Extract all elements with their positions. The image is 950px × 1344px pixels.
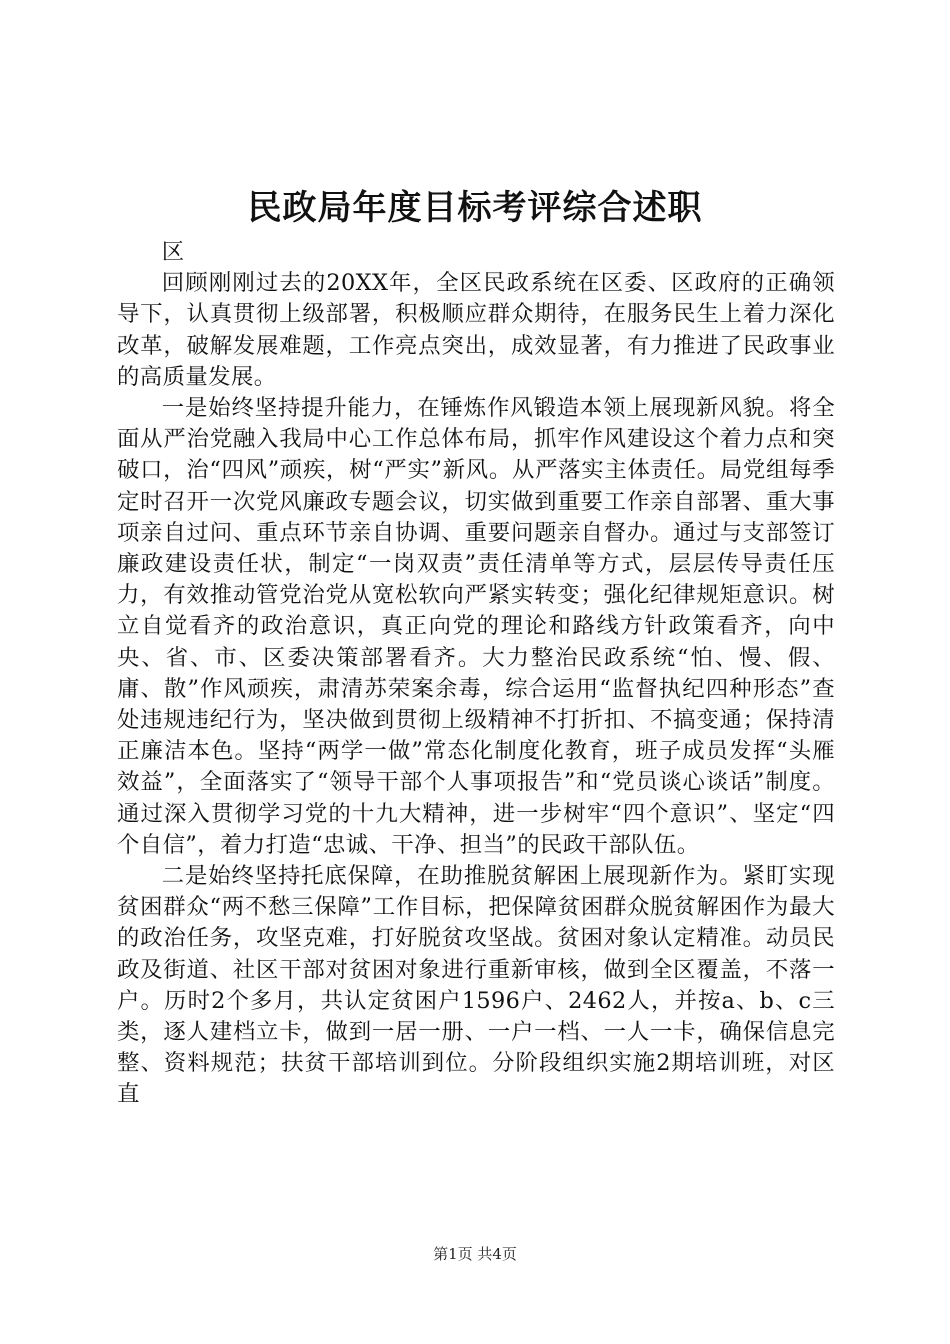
paragraph-4: 二是始终坚持托底保障，在助推脱贫解困上展现新作为。紧盯实现贫困群众“两不愁三保障”工作目标，把保障贫困群众脱贫解困作为最大的政治任务，攻坚克难，打好脱贫攻坚战。贫困对象认定精准。动员民政及街道、社区干部对贫困对象进行重新审核，做到全区覆盖，不落一户。历时2个多月，共认定贫困户1596户、2462人，并按a、b、c三类，逐人建档立卡，做到一居一册、一户一档、一人一卡，确保信息完整、资料规范；扶贫干部培训到位。分阶段组织实施2期培训班，对区直 (117, 863, 835, 1108)
document-body (117, 237, 835, 1111)
paragraph-2: 回顾刚刚过去的20XX年，全区民政系统在区委、区政府的正确领导下，认真贯彻上级部署，积极顺应群众期待，在服务民生上着力深化改革，破解发展难题，工作亮点突出，成效显著，有力推进了民政事业的高质量发展。 (117, 270, 835, 390)
paragraph-1: 区 (161, 239, 185, 265)
paragraph-3: 一是始终坚持提升能力，在锤炼作风锻造本领上展现新风貌。将全面从严治党融入我局中心工作总体布局，抓牢作风建设这个着力点和突破口，治“四风”顽疾，树“严实”新风。从严落实主体责任。局党组每季定时召开一次党风廉政专题会议，切实做到重要工作亲自部署、重大事项亲自过问、重点环节亲自协调、重要问题亲自督办。通过与支部签订廉政建设责任状，制定“一岗双责”责任清单等方式，层层传导责任压力，有效推动管党治党从宽松软向严紧实转变；强化纪律规矩意识。树立自觉看齐的政治意识，真正向党的理论和路线方针政策看齐，向中央、省、市、区委决策部署看齐。大力整治民政系统“怕、慢、假、庸、散”作风顽疾，肃清苏荣案余毒，综合运用“监督执纪四种形态”查处违规违纪行为，坚决做到贯彻上级精神不打折扣、不搞变通；保持清正廉洁本色。坚持“两学一做”常态化制度化教育，班子成员发挥“头雁效益”，全面落实了“领导干部个人事项报告”和“党员谈心谈话”制度。通过深入贯彻学习党的十九大精神，进一步树牢“四个意识”、坚定“四个自信”，着力打造“忠诚、干净、担当”的民政干部队伍。 (117, 395, 835, 858)
page-title: 民政局年度目标考评综合述职 (247, 188, 703, 228)
page-footer: 第1页 共4页 (433, 1245, 517, 1263)
